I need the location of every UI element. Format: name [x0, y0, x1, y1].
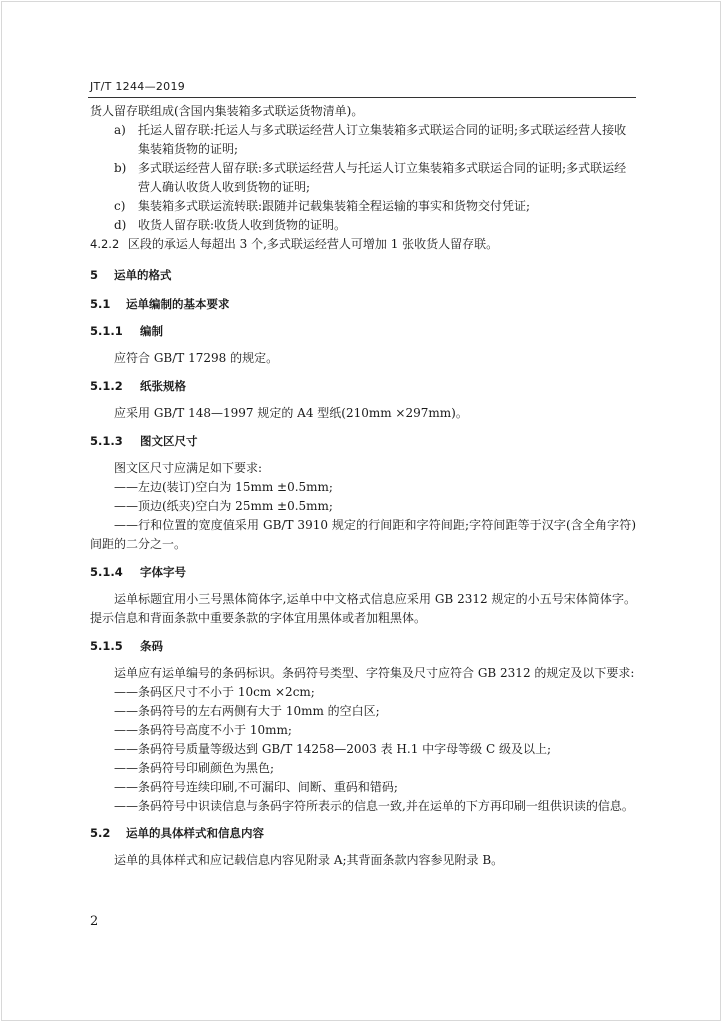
section-number: 5.1.5	[90, 639, 123, 653]
section-5-1-2-body: 应采用 GB/T 148—1997 规定的 A4 型纸(210mm ×297mm)。	[114, 406, 468, 420]
section-title: 运单的具体样式和信息内容	[126, 826, 265, 840]
header-rule	[88, 97, 636, 98]
list-marker: c)	[114, 199, 126, 213]
section-title: 编制	[140, 324, 164, 338]
section-title: 运单编制的基本要求	[126, 297, 230, 311]
dash-item: ——行和位置的宽度值采用 GB/T 3910 规定的行间距和字符间距;字符间距等于汉字(含全角字符)间距的二分之一。	[90, 518, 636, 551]
clause-4-2-2	[90, 235, 636, 254]
dash-item: ——条码符号高度不小于 10mm;	[114, 723, 292, 737]
section-5-1-5-body: 运单应有运单编号的条码标识。条码符号类型、字符集及尺寸应符合 GB 2312 的规定及以下要求:	[114, 666, 635, 680]
dash-item: ——顶边(纸夹)空白为 25mm ±0.5mm;	[114, 499, 333, 513]
section-number: 5.1.3	[90, 434, 123, 448]
section-title: 图文区尺寸	[140, 434, 198, 448]
section-5-1-1-heading	[90, 322, 636, 341]
list-marker: d)	[114, 218, 127, 232]
list-marker: b)	[114, 161, 127, 175]
standard-code-header: JT/T 1244—2019	[90, 80, 186, 93]
section-5-1-3-heading	[90, 432, 636, 451]
section-number: 5.1.1	[90, 324, 123, 338]
document-body	[90, 102, 636, 870]
section-number: 5.1.2	[90, 379, 123, 393]
dash-item: ——条码符号中识读信息与条码字符所表示的信息一致,并在运单的下方再印刷一组供识读的信息。	[114, 799, 634, 813]
section-number: 5.2	[90, 826, 111, 840]
list-item-text: 托运人留存联:托运人与多式联运经营人订立集装箱多式联运合同的证明;多式联运经营人接收集装箱货物的证明;	[138, 123, 627, 156]
list-item	[90, 216, 636, 235]
section-5-1-1-body: 应符合 GB/T 17298 的规定。	[114, 351, 279, 365]
section-title: 运单的格式	[114, 268, 172, 282]
list-item	[90, 121, 636, 159]
page-number: 2	[90, 914, 99, 929]
list-item	[90, 197, 636, 216]
section-number: 5	[90, 268, 99, 282]
section-title: 纸张规格	[140, 379, 187, 393]
section-5-heading	[90, 266, 636, 285]
dash-item: ——条码符号印刷颜色为黑色;	[114, 761, 275, 775]
list-item-text: 集装箱多式联运流转联:跟随并记载集装箱全程运输的事实和货物交付凭证;	[138, 199, 531, 213]
dash-item: ——条码符号质量等级达到 GB/T 14258—2003 表 H.1 中字母等级 C 级及以上;	[114, 742, 552, 756]
section-number: 5.1.4	[90, 565, 123, 579]
section-5-1-4-heading	[90, 563, 636, 582]
dash-item: ——条码符号连续印刷,不可漏印、间断、重码和错码;	[114, 780, 398, 794]
dash-item: ——条码符号的左右两侧有大于 10mm 的空白区;	[114, 704, 380, 718]
list-item	[90, 159, 636, 197]
section-5-1-3-body: 图文区尺寸应满足如下要求:	[114, 461, 263, 475]
section-5-2-heading	[90, 824, 636, 843]
section-title: 条码	[140, 639, 164, 653]
section-5-2-body: 运单的具体样式和应记载信息内容见附录 A;其背面条款内容参见附录 B。	[114, 853, 504, 867]
dash-item: ——条码区尺寸不小于 10cm ×2cm;	[114, 685, 315, 699]
section-5-1-5-heading	[90, 637, 636, 656]
dash-item: ——左边(装订)空白为 15mm ±0.5mm;	[114, 480, 333, 494]
section-5-1-4-body: 运单标题宜用小三号黑体简体字,运单中中文格式信息应采用 GB 2312 规定的小五号宋体简体字。提示信息和背面条款中重要条款的字体宜用黑体或者加粗黑体。	[90, 592, 636, 625]
list-marker: a)	[114, 123, 126, 137]
section-number: 5.1	[90, 297, 111, 311]
list-item-text: 收货人留存联:收货人收到货物的证明。	[138, 218, 347, 232]
section-5-1-heading	[90, 295, 636, 314]
intro-text: 货人留存联组成(含国内集装箱多式联运货物清单)。	[90, 104, 364, 118]
section-title: 字体字号	[140, 565, 187, 579]
clause-text: 区段的承运人每超出 3 个,多式联运经营人可增加 1 张收货人留存联。	[127, 237, 499, 251]
section-5-1-2-heading	[90, 377, 636, 396]
list-item-text: 多式联运经营人留存联:多式联运经营人与托运人订立集装箱多式联运合同的证明;多式联运经营人确认收货人收到货物的证明;	[138, 161, 627, 194]
clause-number: 4.2.2	[90, 237, 120, 251]
